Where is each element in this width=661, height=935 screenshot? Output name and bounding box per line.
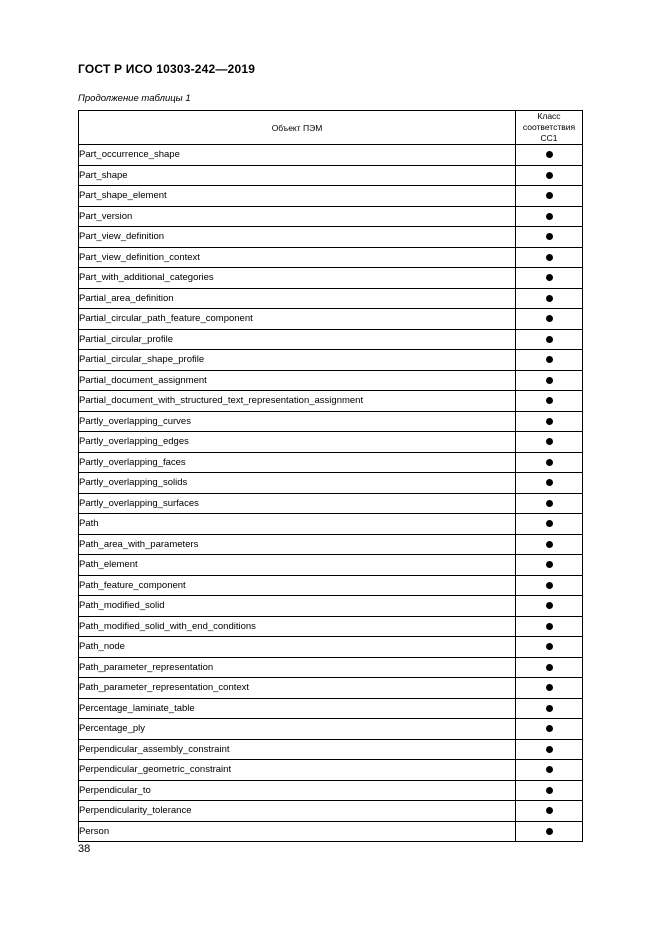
table-row bbox=[79, 534, 583, 555]
object-name-cell: Partial_circular_shape_profile bbox=[79, 350, 516, 371]
bullet-icon bbox=[546, 500, 553, 507]
bullet-icon bbox=[546, 684, 553, 691]
table-row bbox=[79, 596, 583, 617]
table-row bbox=[79, 145, 583, 166]
bullet-icon bbox=[546, 459, 553, 466]
bullet-icon bbox=[546, 315, 553, 322]
bullet-icon bbox=[546, 213, 553, 220]
table-caption: Продолжение таблицы 1 bbox=[78, 93, 191, 104]
cc1-cell bbox=[516, 370, 583, 391]
table-row bbox=[79, 821, 583, 842]
table-row bbox=[79, 801, 583, 822]
object-name-cell: Part_shape_element bbox=[79, 186, 516, 207]
bullet-icon bbox=[546, 254, 553, 261]
cc1-cell bbox=[516, 145, 583, 166]
table-row bbox=[79, 247, 583, 268]
cc1-cell bbox=[516, 391, 583, 412]
object-name-cell: Partial_area_definition bbox=[79, 288, 516, 309]
cc1-cell bbox=[516, 780, 583, 801]
bullet-icon bbox=[546, 151, 553, 158]
bullet-icon bbox=[546, 295, 553, 302]
column-header-class-line1: Класс соответствия bbox=[522, 111, 576, 132]
object-name-cell: Perpendicular_to bbox=[79, 780, 516, 801]
cc1-cell bbox=[516, 432, 583, 453]
object-name-cell: Part_with_additional_categories bbox=[79, 268, 516, 289]
object-name-cell: Path_modified_solid bbox=[79, 596, 516, 617]
table-row bbox=[79, 473, 583, 494]
table-row bbox=[79, 432, 583, 453]
cc1-cell bbox=[516, 309, 583, 330]
object-name-cell: Part_view_definition_context bbox=[79, 247, 516, 268]
object-name-cell: Percentage_laminate_table bbox=[79, 698, 516, 719]
object-name-cell: Partial_circular_path_feature_component bbox=[79, 309, 516, 330]
cc1-cell bbox=[516, 596, 583, 617]
bullet-icon bbox=[546, 233, 553, 240]
object-name-cell: Path_parameter_representation bbox=[79, 657, 516, 678]
table-row bbox=[79, 657, 583, 678]
bullet-icon bbox=[546, 807, 553, 814]
table-row bbox=[79, 678, 583, 699]
object-name-cell: Partial_circular_profile bbox=[79, 329, 516, 350]
table-row bbox=[79, 288, 583, 309]
table-row bbox=[79, 206, 583, 227]
cc1-cell bbox=[516, 616, 583, 637]
cc1-cell bbox=[516, 493, 583, 514]
table-row bbox=[79, 719, 583, 740]
column-header-class-line2: CC1 bbox=[540, 133, 558, 143]
cc1-cell bbox=[516, 760, 583, 781]
object-name-cell: Part_view_definition bbox=[79, 227, 516, 248]
bullet-icon bbox=[546, 623, 553, 630]
object-name-cell: Path bbox=[79, 514, 516, 535]
cc1-cell bbox=[516, 473, 583, 494]
cc1-cell bbox=[516, 637, 583, 658]
column-header-class bbox=[516, 111, 583, 145]
table-row bbox=[79, 411, 583, 432]
table-row bbox=[79, 268, 583, 289]
object-name-cell: Path_feature_component bbox=[79, 575, 516, 596]
cc1-cell bbox=[516, 247, 583, 268]
bullet-icon bbox=[546, 664, 553, 671]
table-body bbox=[79, 145, 583, 842]
cc1-cell bbox=[516, 575, 583, 596]
bullet-icon bbox=[546, 274, 553, 281]
bullet-icon bbox=[546, 377, 553, 384]
cc1-cell bbox=[516, 206, 583, 227]
bullet-icon bbox=[546, 561, 553, 568]
table-row bbox=[79, 616, 583, 637]
table-row bbox=[79, 186, 583, 207]
bullet-icon bbox=[546, 438, 553, 445]
column-header-object: Объект ПЭМ bbox=[79, 111, 516, 145]
table-row bbox=[79, 493, 583, 514]
document-title: ГОСТ Р ИСО 10303-242—2019 bbox=[78, 62, 256, 76]
object-name-cell: Path_node bbox=[79, 637, 516, 658]
object-name-cell: Path_element bbox=[79, 555, 516, 576]
table-row bbox=[79, 637, 583, 658]
bullet-icon bbox=[546, 541, 553, 548]
cc1-cell bbox=[516, 534, 583, 555]
cc1-cell bbox=[516, 268, 583, 289]
cc1-cell bbox=[516, 719, 583, 740]
cc1-cell bbox=[516, 288, 583, 309]
table-row bbox=[79, 555, 583, 576]
object-name-cell: Part_occurrence_shape bbox=[79, 145, 516, 166]
table-row bbox=[79, 350, 583, 371]
table-row bbox=[79, 575, 583, 596]
object-name-cell: Path_modified_solid_with_end_conditions bbox=[79, 616, 516, 637]
cc1-cell bbox=[516, 227, 583, 248]
object-name-cell: Part_shape bbox=[79, 165, 516, 186]
table-row bbox=[79, 739, 583, 760]
page-number: 38 bbox=[78, 843, 91, 855]
object-name-cell: Perpendicularity_tolerance bbox=[79, 801, 516, 822]
bullet-icon bbox=[546, 479, 553, 486]
bullet-icon bbox=[546, 397, 553, 404]
object-name-cell: Partly_overlapping_surfaces bbox=[79, 493, 516, 514]
cc1-cell bbox=[516, 657, 583, 678]
object-name-cell: Person bbox=[79, 821, 516, 842]
object-name-cell: Part_version bbox=[79, 206, 516, 227]
object-name-cell: Perpendicular_assembly_constraint bbox=[79, 739, 516, 760]
cc1-cell bbox=[516, 329, 583, 350]
object-name-cell: Partial_document_assignment bbox=[79, 370, 516, 391]
object-name-cell: Path_area_with_parameters bbox=[79, 534, 516, 555]
bullet-icon bbox=[546, 356, 553, 363]
bullet-icon bbox=[546, 418, 553, 425]
cc1-cell bbox=[516, 411, 583, 432]
object-name-cell: Partly_overlapping_edges bbox=[79, 432, 516, 453]
bullet-icon bbox=[546, 766, 553, 773]
object-name-cell: Partly_overlapping_solids bbox=[79, 473, 516, 494]
object-name-cell: Percentage_ply bbox=[79, 719, 516, 740]
bullet-icon bbox=[546, 725, 553, 732]
table-row bbox=[79, 227, 583, 248]
conformance-table bbox=[78, 110, 583, 842]
table-row bbox=[79, 698, 583, 719]
table-row bbox=[79, 760, 583, 781]
table-header-row bbox=[79, 111, 583, 145]
object-name-cell: Partial_document_with_structured_text_representation_assignment bbox=[79, 391, 516, 412]
bullet-icon bbox=[546, 192, 553, 199]
cc1-cell bbox=[516, 514, 583, 535]
cc1-cell bbox=[516, 801, 583, 822]
bullet-icon bbox=[546, 582, 553, 589]
cc1-cell bbox=[516, 186, 583, 207]
table-row bbox=[79, 329, 583, 350]
cc1-cell bbox=[516, 678, 583, 699]
cc1-cell bbox=[516, 452, 583, 473]
table-row bbox=[79, 452, 583, 473]
cc1-cell bbox=[516, 555, 583, 576]
cc1-cell bbox=[516, 821, 583, 842]
bullet-icon bbox=[546, 520, 553, 527]
bullet-icon bbox=[546, 172, 553, 179]
bullet-icon bbox=[546, 746, 553, 753]
bullet-icon bbox=[546, 643, 553, 650]
object-name-cell: Partly_overlapping_curves bbox=[79, 411, 516, 432]
cc1-cell bbox=[516, 165, 583, 186]
bullet-icon bbox=[546, 828, 553, 835]
table-row bbox=[79, 391, 583, 412]
table-row bbox=[79, 780, 583, 801]
bullet-icon bbox=[546, 705, 553, 712]
object-name-cell: Perpendicular_geometric_constraint bbox=[79, 760, 516, 781]
bullet-icon bbox=[546, 336, 553, 343]
cc1-cell bbox=[516, 350, 583, 371]
table-row bbox=[79, 514, 583, 535]
object-name-cell: Partly_overlapping_faces bbox=[79, 452, 516, 473]
bullet-icon bbox=[546, 602, 553, 609]
table-row bbox=[79, 370, 583, 391]
table-row bbox=[79, 309, 583, 330]
object-name-cell: Path_parameter_representation_context bbox=[79, 678, 516, 699]
table-row bbox=[79, 165, 583, 186]
cc1-cell bbox=[516, 698, 583, 719]
bullet-icon bbox=[546, 787, 553, 794]
cc1-cell bbox=[516, 739, 583, 760]
